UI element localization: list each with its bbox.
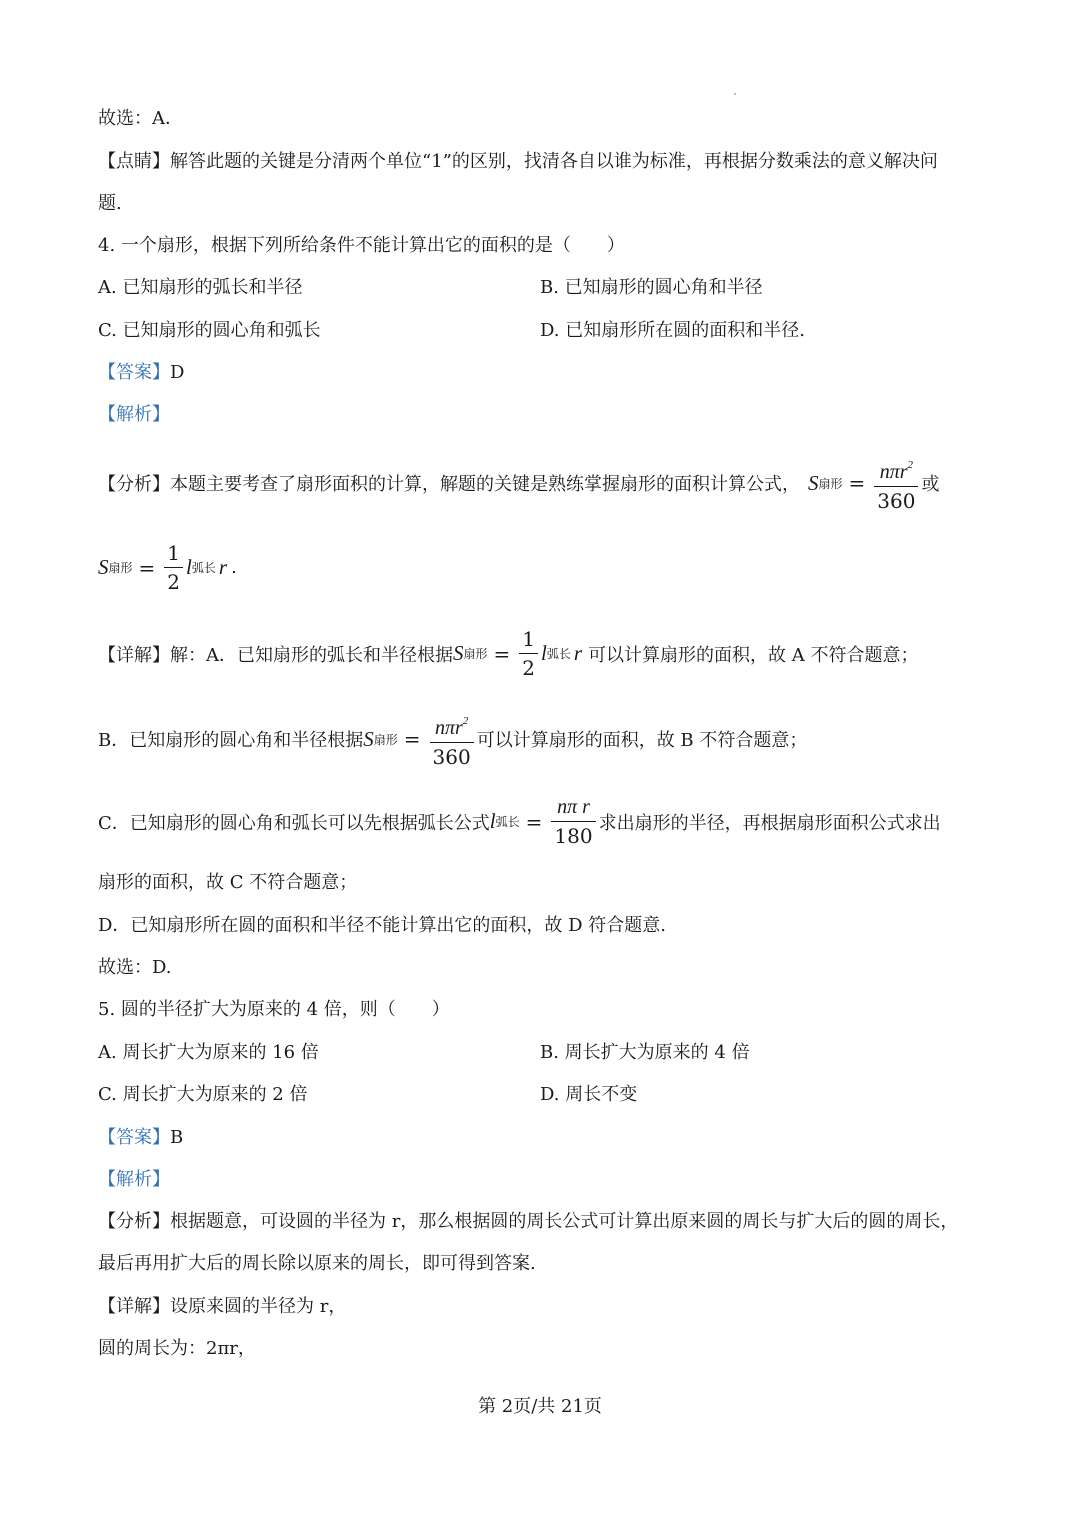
xiangjie-tag: 【详解】: [98, 644, 170, 666]
q4-xiangjie-c: [98, 794, 941, 849]
formula-sub-huchang: 弧长: [495, 815, 520, 829]
formula-sub-huchang: 弧长: [191, 561, 216, 575]
formula-eq: =: [493, 641, 511, 666]
answer-tag: 【答案】: [98, 362, 170, 383]
dianjing-text: 解答此题的关键是分清两个单位“1”的区别，找清各自以谁为标准，再根据分数乘法的意义解决问: [170, 151, 938, 172]
q5-xiangjie-line: [98, 1295, 346, 1319]
formula-l: l: [489, 809, 496, 833]
q4-answer: [98, 361, 184, 385]
xiangjie-a1: 解：A．已知扇形的弧长和半径根据: [170, 644, 453, 666]
formula-period: .: [231, 557, 237, 578]
formula-sub-huchang: 弧长: [546, 647, 571, 661]
dianjing-line-2: 题.: [98, 193, 122, 214]
frac-num: nπ r: [551, 794, 595, 822]
page-footer: 第 2页/共 21页: [478, 1396, 602, 1417]
q5-option-b: B. 周长扩大为原来的 4 倍: [540, 1042, 750, 1063]
q4-option-a: A. 已知扇形的弧长和半径: [98, 277, 303, 298]
formula-eq: =: [848, 471, 866, 495]
formula-eq: =: [525, 809, 543, 834]
fenxi-or: 或: [921, 474, 940, 495]
q5-stem: 5. 圆的半径扩大为原来的 4 倍，则（ ）: [98, 999, 450, 1020]
q5-answer: [98, 1126, 183, 1150]
formula-s: S: [363, 726, 374, 751]
sector-area-fraction: [430, 708, 474, 770]
formula-r: r: [218, 555, 228, 579]
q4-jiexi-tag: 【解析】: [98, 404, 170, 425]
formula-r: r: [573, 641, 583, 665]
xiangjie-a2: 可以计算扇形的面积，故 A 不符合题意；: [588, 644, 919, 666]
half-fraction: [164, 540, 183, 595]
xiangjie-c2: 求出扇形的半径，再根据扇形面积公式求出: [598, 812, 941, 834]
q4-option-b: B. 已知扇形的圆心角和半径: [540, 277, 763, 298]
q4-fenxi-line: [98, 452, 939, 514]
formula-sub-shanxing: 扇形: [463, 647, 488, 661]
sector-area-fraction: [874, 452, 918, 514]
q4-option-c: C. 已知扇形的圆心角和弧长: [98, 320, 321, 341]
arc-length-fraction: [551, 794, 595, 849]
frac-sup: 2: [907, 459, 914, 471]
frac-num: nπr: [879, 461, 908, 483]
prev-answer-line: 故选：A．: [98, 108, 183, 129]
formula-sub-shanxing: 扇形: [373, 732, 398, 747]
q5-option-c: C. 周长扩大为原来的 2 倍: [98, 1084, 308, 1105]
q4-formula-2: [98, 540, 237, 595]
formula-sub-shanxing: 扇形: [108, 561, 133, 575]
formula-s: S: [98, 555, 109, 579]
formula-l: l: [541, 641, 547, 665]
frac-den: 360: [877, 489, 916, 513]
frac-den: 360: [432, 745, 471, 769]
formula-eq: =: [403, 727, 421, 751]
q5-option-a: A. 周长扩大为原来的 16 倍: [98, 1042, 319, 1063]
half-fraction: [519, 626, 538, 681]
xiangjie-text: 设原来圆的半径为 r，: [170, 1296, 347, 1317]
q4-option-d: D. 已知扇形所在圆的面积和半径.: [540, 320, 805, 341]
frac-num: 1: [164, 540, 183, 568]
q4-xiangjie-a: [98, 626, 919, 681]
xiangjie-tag: 【详解】: [98, 1296, 170, 1317]
formula-eq: =: [138, 555, 156, 580]
fenxi-text: 本题主要考查了扇形面积的计算，解题的关键是熟练掌握扇形的面积计算公式，: [170, 474, 800, 495]
xiangjie-b1: B．已知扇形的圆心角和半径根据: [98, 730, 364, 751]
xiangjie-b2: 可以计算扇形的面积，故 B 不符合题意；: [476, 730, 808, 751]
frac-sup: 2: [462, 715, 469, 727]
q5-fenxi-line-2: 最后再用扩大后的周长除以原来的周长，即可得到答案.: [98, 1253, 536, 1274]
frac-den: 2: [167, 570, 181, 594]
answer-tag: 【答案】: [98, 1127, 170, 1148]
fenxi-tag: 【分析】: [98, 1211, 170, 1232]
q4-guxuan: 故选：D.: [98, 957, 172, 978]
frac-num: nπr: [434, 717, 463, 739]
answer-value: B: [170, 1127, 184, 1148]
dianjing-line: [98, 150, 938, 174]
fenxi-tag: 【分析】: [98, 474, 170, 495]
formula-s: S: [808, 470, 819, 495]
frac-den: 180: [554, 824, 593, 848]
q5-fenxi-line: [98, 1210, 958, 1234]
q5-jiexi-tag: 【解析】: [98, 1169, 170, 1190]
frac-den: 2: [522, 656, 536, 680]
formula-l: l: [186, 555, 192, 579]
q4-xiangjie-b: [98, 708, 807, 770]
frac-num: 1: [519, 626, 538, 654]
fenxi-text: 根据题意，可设圆的半径为 r，那么根据圆的周长公式可计算出原来圆的周长与扩大后的圆的周长，: [170, 1211, 959, 1232]
q5-circumference-line: 圆的周长为：2πr，: [98, 1338, 256, 1359]
q5-option-d: D. 周长不变: [540, 1084, 638, 1105]
q4-xiangjie-c3: 扇形的面积，故 C 不符合题意；: [98, 872, 358, 893]
formula-s: S: [453, 641, 464, 665]
answer-value: D: [170, 362, 185, 383]
dianjing-tag: 【点睛】: [98, 151, 170, 172]
xiangjie-c1: C．已知扇形的圆心角和弧长可以先根据弧长公式: [98, 812, 490, 834]
scan-speck: [734, 93, 736, 95]
q4-stem: 4. 一个扇形，根据下列所给条件不能计算出它的面积的是（ ）: [98, 235, 625, 256]
q4-xiangjie-d: D．已知扇形所在圆的面积和半径不能计算出它的面积，故 D 符合题意.: [98, 915, 667, 936]
formula-sub-shanxing: 扇形: [818, 476, 843, 491]
